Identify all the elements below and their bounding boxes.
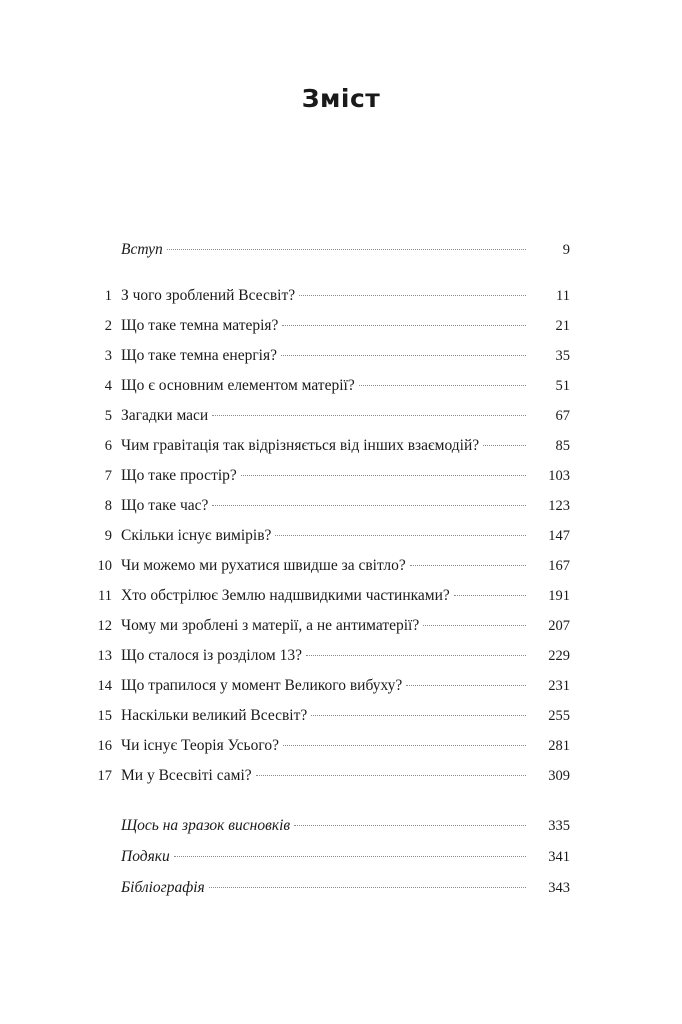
toc-entry-label: Бібліографія (121, 879, 205, 896)
toc-entry-title (121, 734, 526, 758)
dot-leader (306, 655, 526, 656)
dot-leader (212, 505, 526, 506)
toc-entry-title (121, 524, 526, 548)
dot-leader (311, 715, 526, 716)
chapter-number: 5 (104, 408, 112, 424)
toc-entry-label: Чим гравітація так відрізняється від інших взаємодій? (121, 437, 480, 454)
toc-entry-bibliography[interactable] (0, 876, 682, 900)
toc-entry-chapter-9[interactable] (0, 524, 682, 548)
toc-page-number: 255 (548, 708, 570, 724)
chapter-number: 10 (97, 558, 112, 574)
chapter-number: 1 (104, 288, 112, 304)
toc-entry-label: Загадки маси (121, 407, 209, 424)
chapter-number: 12 (97, 618, 112, 634)
dot-leader (275, 535, 526, 536)
toc-entry-introduction[interactable] (0, 238, 682, 262)
toc-page-number: 281 (548, 738, 570, 754)
toc-page-number: 67 (555, 408, 570, 424)
toc-entry-title (121, 845, 526, 869)
toc-entry-label: Що сталося із розділом 13? (121, 647, 302, 664)
toc-entry-chapter-17[interactable] (0, 764, 682, 788)
toc-entry-title (121, 404, 526, 428)
dot-leader (167, 249, 526, 250)
toc-entry-title (121, 464, 526, 488)
toc-entry-label: Чи можемо ми рухатися швидше за світло? (121, 557, 406, 574)
toc-entry-title (121, 238, 526, 262)
dot-leader (410, 565, 526, 566)
toc-page-number: 9 (562, 242, 570, 258)
dot-leader (281, 355, 526, 356)
chapter-number: 6 (104, 438, 112, 454)
toc-page-number: 309 (548, 768, 570, 784)
toc-entry-title (121, 494, 526, 518)
toc-entry-chapter-2[interactable] (0, 314, 682, 338)
dot-leader (283, 745, 526, 746)
toc-entry-chapter-13[interactable] (0, 644, 682, 668)
toc-entry-label: Щось на зразок висновків (121, 817, 291, 834)
chapter-number: 17 (97, 768, 112, 784)
chapter-number: 14 (97, 678, 112, 694)
toc-entry-title (121, 704, 526, 728)
toc-page-number: 35 (555, 348, 570, 364)
toc-entry-label: Що таке темна енергія? (121, 347, 277, 364)
toc-page-number: 167 (548, 558, 570, 574)
toc-page-number: 207 (548, 618, 570, 634)
dot-leader (174, 856, 526, 857)
toc-entry-label: Подяки (121, 848, 170, 865)
toc-entry-label: Чи існує Теорія Усього? (121, 737, 279, 754)
toc-page-number: 231 (548, 678, 570, 694)
toc-entry-title (121, 434, 526, 458)
toc-page-number: 335 (548, 818, 570, 834)
toc-entry-label: Що є основним елементом матерії? (121, 377, 355, 394)
toc-entry-chapter-16[interactable] (0, 734, 682, 758)
toc-entry-label: Хто обстрілює Землю надшвидкими частинками? (121, 587, 450, 604)
toc-entry-title (121, 374, 526, 398)
toc-entry-label: Що таке темна матерія? (121, 317, 279, 334)
dot-leader (256, 775, 526, 776)
dot-leader (212, 415, 526, 416)
toc-entry-label: Що трапилося у момент Великого вибуху? (121, 677, 403, 694)
toc-page-number: 103 (548, 468, 570, 484)
toc-entry-chapter-14[interactable] (0, 674, 682, 698)
toc-entry-conclusions[interactable] (0, 814, 682, 838)
toc-entry-label: Скільки існує вимірів? (121, 527, 272, 544)
toc-entry-title (121, 284, 526, 308)
chapter-number: 8 (104, 498, 112, 514)
toc-entry-title (121, 584, 526, 608)
toc-entry-title (121, 314, 526, 338)
toc-page-number: 343 (548, 880, 570, 896)
toc-page-number: 21 (555, 318, 570, 334)
toc-entry-acknowledgements[interactable] (0, 845, 682, 869)
dot-leader (241, 475, 526, 476)
toc-entry-label: Вступ (121, 241, 163, 258)
toc-entry-label: Що таке простір? (121, 467, 237, 484)
toc-page-number: 191 (548, 588, 570, 604)
chapter-number: 4 (104, 378, 112, 394)
toc-entry-chapter-11[interactable] (0, 584, 682, 608)
dot-leader (299, 295, 526, 296)
toc-entry-chapter-15[interactable] (0, 704, 682, 728)
toc-page-number: 85 (555, 438, 570, 454)
toc-entry-title (121, 344, 526, 368)
chapter-number: 16 (97, 738, 112, 754)
chapter-number: 15 (97, 708, 112, 724)
chapter-number: 11 (98, 588, 112, 604)
chapter-number: 13 (97, 648, 112, 664)
toc-entry-chapter-1[interactable] (0, 284, 682, 308)
toc-page-number: 51 (555, 378, 570, 394)
toc-entry-label: Що таке час? (121, 497, 209, 514)
chapter-number: 7 (104, 468, 112, 484)
toc-entry-chapter-5[interactable] (0, 404, 682, 428)
toc-entry-chapter-7[interactable] (0, 464, 682, 488)
toc-page-number: 229 (548, 648, 570, 664)
dot-leader (359, 385, 526, 386)
toc-entry-label: З чого зроблений Всесвіт? (121, 287, 296, 304)
page-title: Зміст (301, 84, 381, 113)
chapter-number: 9 (104, 528, 112, 544)
toc-entry-label: Ми у Всесвіті самі? (121, 767, 252, 784)
dot-leader (406, 685, 526, 686)
toc-page-number: 147 (548, 528, 570, 544)
dot-leader (454, 595, 526, 596)
toc-entry-chapter-10[interactable] (0, 554, 682, 578)
toc-entry-label: Наскільки великий Всесвіт? (121, 707, 308, 724)
dot-leader (282, 325, 526, 326)
chapter-number: 2 (104, 318, 112, 334)
toc-entry-chapter-4[interactable] (0, 374, 682, 398)
toc-entry-chapter-12[interactable] (0, 614, 682, 638)
toc-entry-title (121, 554, 526, 578)
chapter-number: 3 (104, 348, 112, 364)
toc-entry-label: Чому ми зроблені з матерії, а не антиматерії? (121, 617, 420, 634)
toc-entry-title (121, 814, 526, 838)
toc-entry-chapter-6[interactable] (0, 434, 682, 458)
toc-entry-title (121, 614, 526, 638)
dot-leader (423, 625, 526, 626)
toc-page-number: 123 (548, 498, 570, 514)
toc-entry-title (121, 764, 526, 788)
toc-page-number: 11 (556, 288, 570, 304)
toc-page-number: 341 (548, 849, 570, 865)
toc-entry-title (121, 644, 526, 668)
toc-entry-title (121, 674, 526, 698)
dot-leader (294, 825, 526, 826)
toc-entry-chapter-8[interactable] (0, 494, 682, 518)
toc-entry-title (121, 876, 526, 900)
dot-leader (209, 887, 526, 888)
toc-entry-chapter-3[interactable] (0, 344, 682, 368)
